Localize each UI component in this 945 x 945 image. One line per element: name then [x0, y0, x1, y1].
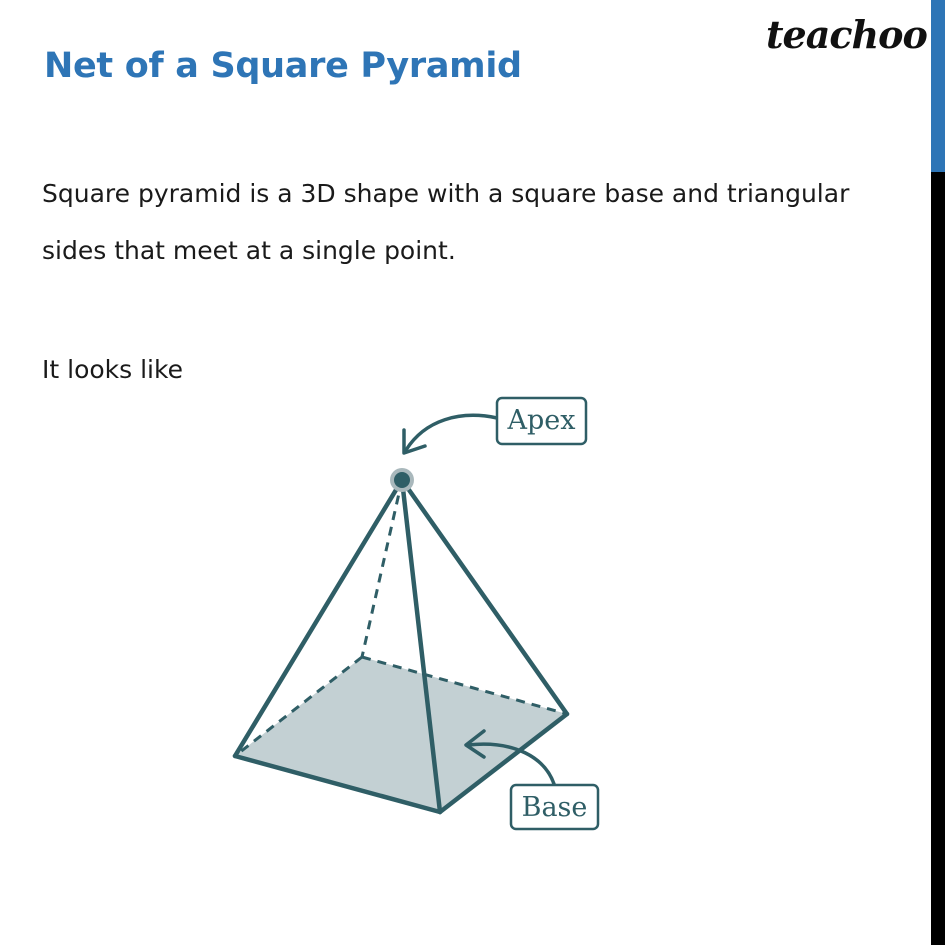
slide-title: Net of a Square Pyramid: [44, 46, 522, 86]
definition-paragraph: Square pyramid is a 3D shape with a square base and triangular sides that meet at a single point.: [42, 179, 850, 265]
base-label: [511, 785, 598, 829]
apex-label: [497, 398, 586, 444]
base-label-text: Base: [521, 792, 588, 823]
intro-text: It looks like: [42, 355, 183, 384]
apex-label-text: Apex: [507, 405, 576, 436]
teachoo-logo: teachoo: [766, 12, 927, 57]
apex-arrow: [404, 415, 497, 453]
apex-point: [394, 472, 410, 488]
